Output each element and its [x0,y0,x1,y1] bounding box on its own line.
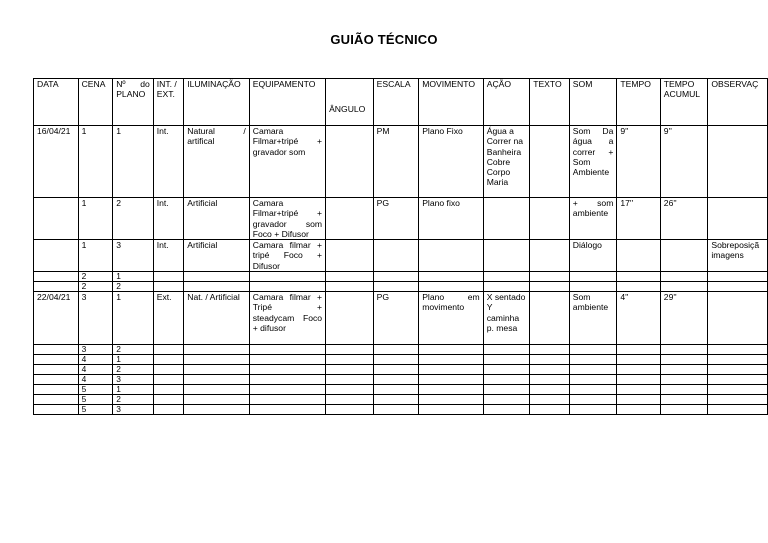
cell-equipamento [249,272,325,282]
cell-tempo: 17'' [617,198,660,240]
cell-angulo [326,395,374,405]
cell-plano: 1 [113,292,154,345]
cell-equipamento [249,405,325,415]
cell-plano: 1 [113,355,154,365]
cell-movimento [419,240,484,272]
cell-escala [373,355,419,365]
cell-cena: 5 [78,405,113,415]
header-som: SOM [569,79,617,126]
cell-movimento [419,272,484,282]
cell-intext [153,345,183,355]
cell-tempo [617,272,660,282]
cell-movimento [419,365,484,375]
cell-data [34,405,79,415]
cell-escala: PG [373,292,419,345]
cell-data [34,395,79,405]
header-movimento: MOVIMENTO [419,79,484,126]
header-int-ext [153,79,183,126]
cell-data [34,272,79,282]
cell-som: Som Da água a correr + Som Ambiente [569,126,617,198]
cell-equipamento: Camara Filmar+tripé + gravador som Foco + Difusor [249,198,325,240]
table-row [34,240,768,272]
header-texto: TEXTO [530,79,570,126]
cell-cena: 5 [78,395,113,405]
cell-iluminacao: Natural / artifical [184,126,250,198]
header-plano [113,79,154,126]
cell-angulo [326,385,374,395]
cell-data [34,345,79,355]
cell-escala [373,240,419,272]
cell-plano: 3 [113,375,154,385]
cell-acumul: 26'' [660,198,708,240]
cell-obs [708,126,768,198]
cell-data [34,240,79,272]
cell-intext: Int. [153,126,183,198]
cell-data: 22/04/21 [34,292,79,345]
cell-escala [373,282,419,292]
header-row [34,79,768,126]
cell-som: + som ambiente [569,198,617,240]
cell-iluminacao [184,375,250,385]
cell-acao: X sentado Y caminha p. mesa [483,292,529,345]
cell-data [34,365,79,375]
cell-escala [373,375,419,385]
cell-plano: 1 [113,385,154,395]
cell-acumul [660,355,708,365]
cell-movimento [419,345,484,355]
cell-acumul [660,272,708,282]
cell-tempo [617,355,660,365]
cell-escala: PG [373,198,419,240]
cell-cena: 2 [78,282,113,292]
cell-equipamento [249,365,325,375]
cell-obs [708,345,768,355]
cell-som [569,385,617,395]
cell-acumul [660,240,708,272]
cell-tempo [617,282,660,292]
cell-cena: 4 [78,355,113,365]
cell-escala [373,272,419,282]
cell-intext: Int. [153,240,183,272]
cell-movimento [419,385,484,395]
header-cena: CENA [78,79,113,126]
header-plano-label: Nº do PLANO [116,79,150,100]
header-equipamento: EQUIPAMENTO [249,79,325,126]
cell-texto [530,282,570,292]
cell-acao [483,282,529,292]
cell-acao [483,375,529,385]
technical-script-table [33,78,768,415]
cell-equipamento: Camara filmar + tripé Foco + Difusor [249,240,325,272]
cell-plano: 2 [113,395,154,405]
cell-iluminacao [184,282,250,292]
cell-angulo [326,355,374,365]
cell-cena: 2 [78,272,113,282]
cell-obs [708,282,768,292]
cell-intext [153,405,183,415]
cell-movimento [419,405,484,415]
cell-intext [153,282,183,292]
cell-iluminacao: Nat. / Artificial [184,292,250,345]
header-acao: AÇÃO [483,79,529,126]
cell-som [569,282,617,292]
cell-equipamento [249,345,325,355]
cell-movimento [419,282,484,292]
cell-plano: 2 [113,282,154,292]
cell-tempo [617,240,660,272]
cell-acumul [660,282,708,292]
header-tempo-acumul-label: TEMPO ACUMUL [663,79,701,100]
cell-angulo [326,292,374,345]
cell-intext [153,395,183,405]
cell-acumul [660,395,708,405]
header-tempo: TEMPO [617,79,660,126]
cell-plano: 3 [113,405,154,415]
table-row [34,126,768,198]
cell-acao [483,240,529,272]
cell-tempo [617,345,660,355]
cell-texto [530,375,570,385]
cell-plano: 2 [113,365,154,375]
cell-equipamento [249,395,325,405]
cell-intext [153,385,183,395]
cell-angulo [326,240,374,272]
cell-tempo [617,405,660,415]
cell-movimento [419,355,484,365]
header-angulo: ÂNGULO [326,79,374,126]
cell-data [34,355,79,365]
cell-acao [483,395,529,405]
table-row [34,405,768,415]
cell-plano: 1 [113,272,154,282]
cell-intext [153,355,183,365]
cell-escala [373,385,419,395]
cell-som [569,375,617,385]
cell-acao [483,385,529,395]
cell-intext [153,375,183,385]
cell-iluminacao [184,345,250,355]
cell-obs [708,292,768,345]
cell-som [569,365,617,375]
cell-angulo [326,365,374,375]
cell-tempo [617,375,660,385]
cell-movimento: Plano fixo [419,198,484,240]
cell-obs [708,198,768,240]
cell-plano: 1 [113,126,154,198]
cell-acumul [660,405,708,415]
cell-iluminacao [184,385,250,395]
cell-equipamento: Camara Filmar+tripé + gravador som [249,126,325,198]
cell-movimento [419,375,484,385]
cell-obs: Sobreposiçã imagens [708,240,768,272]
cell-obs [708,395,768,405]
cell-angulo [326,282,374,292]
cell-intext [153,272,183,282]
cell-iluminacao [184,355,250,365]
cell-movimento: Plano em movimento [419,292,484,345]
cell-texto [530,126,570,198]
cell-iluminacao [184,365,250,375]
cell-texto [530,365,570,375]
cell-texto [530,198,570,240]
cell-angulo [326,405,374,415]
cell-intext [153,365,183,375]
cell-som [569,395,617,405]
cell-acao [483,198,529,240]
table-row [34,345,768,355]
cell-tempo [617,365,660,375]
cell-tempo: 9'' [617,126,660,198]
cell-acao [483,405,529,415]
cell-iluminacao [184,395,250,405]
cell-obs [708,365,768,375]
header-tempo-acumul [660,79,708,126]
table-row [34,272,768,282]
table-row [34,365,768,375]
cell-escala: PM [373,126,419,198]
cell-equipamento [249,282,325,292]
cell-data [34,282,79,292]
cell-texto [530,355,570,365]
cell-escala [373,345,419,355]
cell-som [569,355,617,365]
cell-som [569,405,617,415]
cell-acao [483,345,529,355]
cell-texto [530,405,570,415]
cell-som: Som ambiente [569,292,617,345]
table-row [34,375,768,385]
cell-acumul [660,375,708,385]
cell-acumul: 9'' [660,126,708,198]
cell-cena: 4 [78,375,113,385]
cell-som [569,272,617,282]
cell-escala [373,365,419,375]
cell-data [34,198,79,240]
table-row [34,292,768,345]
cell-data [34,375,79,385]
cell-obs [708,272,768,282]
cell-escala [373,405,419,415]
cell-intext: Int. [153,198,183,240]
cell-acao [483,355,529,365]
cell-equipamento [249,375,325,385]
cell-texto [530,395,570,405]
cell-plano: 2 [113,198,154,240]
cell-cena: 1 [78,126,113,198]
cell-acumul [660,345,708,355]
cell-equipamento: Camara filmar + Tripé + steadycam Foco + difusor [249,292,325,345]
cell-tempo [617,385,660,395]
cell-acumul: 29'' [660,292,708,345]
cell-equipamento [249,355,325,365]
table-row [34,385,768,395]
cell-angulo [326,272,374,282]
cell-texto [530,292,570,345]
header-observacoes: OBSERVAÇ [708,79,768,126]
cell-data [34,385,79,395]
cell-angulo [326,375,374,385]
cell-cena: 4 [78,365,113,375]
cell-som: Diálogo [569,240,617,272]
cell-tempo [617,395,660,405]
cell-cena: 3 [78,345,113,355]
document-title: GUIÃO TÉCNICO [330,32,438,47]
cell-acao: Água a Correr na Banheira Cobre Corpo Maria [483,126,529,198]
cell-iluminacao [184,405,250,415]
cell-iluminacao: Artificial [184,240,250,272]
header-data: DATA [34,79,79,126]
cell-som [569,345,617,355]
cell-iluminacao [184,272,250,282]
cell-acumul [660,385,708,395]
cell-acao [483,272,529,282]
cell-acumul [660,365,708,375]
cell-angulo [326,198,374,240]
table-row [34,198,768,240]
cell-texto [530,345,570,355]
table-row [34,395,768,405]
cell-cena: 5 [78,385,113,395]
cell-data: 16/04/21 [34,126,79,198]
cell-movimento: Plano Fixo [419,126,484,198]
header-escala: ESCALA [373,79,419,126]
cell-obs [708,405,768,415]
cell-iluminacao: Artificial [184,198,250,240]
cell-cena: 1 [78,198,113,240]
header-iluminacao: ILUMINAÇÃO [184,79,250,126]
cell-cena: 1 [78,240,113,272]
cell-movimento [419,395,484,405]
table-row [34,282,768,292]
cell-cena: 3 [78,292,113,345]
cell-plano: 2 [113,345,154,355]
cell-escala [373,395,419,405]
cell-equipamento [249,385,325,395]
table-row [34,355,768,365]
cell-angulo [326,345,374,355]
cell-tempo: 4'' [617,292,660,345]
cell-texto [530,272,570,282]
cell-texto [530,240,570,272]
cell-plano: 3 [113,240,154,272]
cell-obs [708,385,768,395]
cell-obs [708,375,768,385]
cell-angulo [326,126,374,198]
cell-obs [708,355,768,365]
cell-acao [483,365,529,375]
cell-intext: Ext. [153,292,183,345]
cell-texto [530,385,570,395]
header-int-ext-label: INT. / EXT. [156,79,177,100]
